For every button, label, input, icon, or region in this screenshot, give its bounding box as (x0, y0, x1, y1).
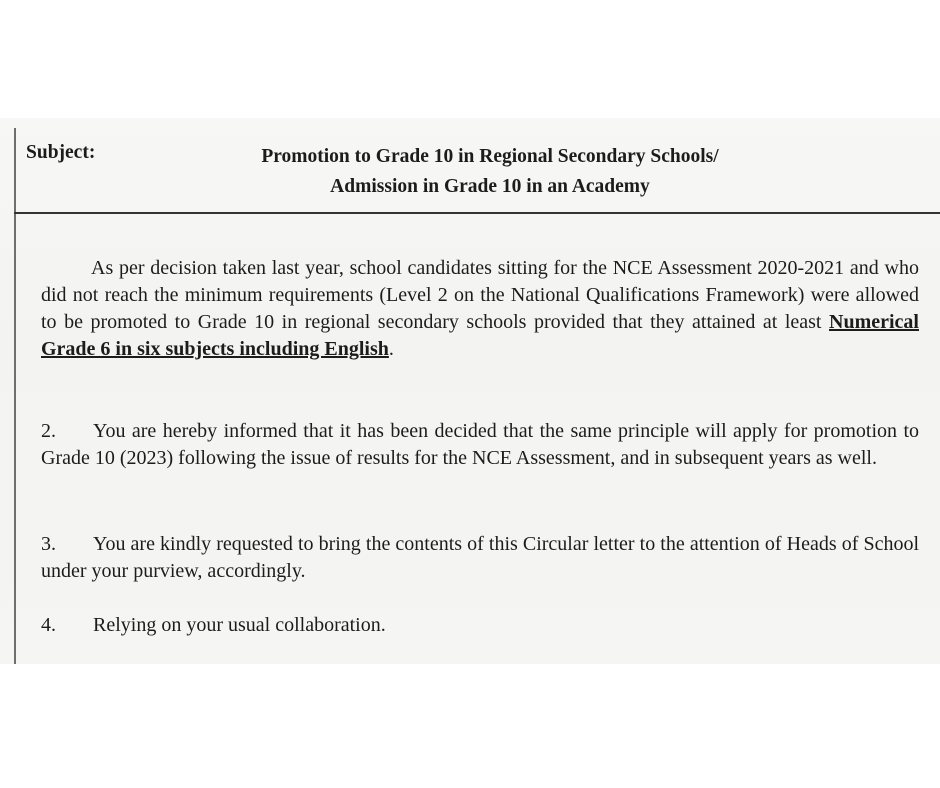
paragraph-4-number: 4. (41, 614, 56, 636)
paragraph-2-number: 2. (41, 420, 56, 442)
subject-title-line-2: Admission in Grade 10 in an Academy (330, 176, 650, 197)
paragraph-3-text: You are kindly requested to bring the contents of this Circular letter to the attention of Heads of School under your purview, accordingly. (41, 533, 919, 582)
subject-title-line-1: Promotion to Grade 10 in Regional Secondary Schools/ (261, 146, 719, 167)
subject-label: Subject: (26, 142, 96, 163)
paragraph-3 (41, 531, 919, 585)
paragraph-2 (41, 418, 919, 472)
left-margin-line (14, 128, 16, 664)
subject-divider (14, 212, 940, 214)
paragraph-4-text: Relying on your usual collaboration. (93, 614, 386, 636)
paragraph-1-emphasis: Numerical Grade 6 in six subjects including English (41, 311, 919, 360)
paragraph-1-end: . (388, 338, 394, 360)
paragraph-2-text: You are hereby informed that it has been decided that the same principle will apply for promotion to Grade 10 (2023) following the issue of results for the NCE Assessment, and in subsequent years as well. (41, 420, 919, 469)
paragraph-1 (41, 255, 919, 363)
subject-title (200, 142, 780, 202)
paragraph-1-text: As per decision taken last year, school candidates sitting for the NCE Assessment 2020-2021 and who did not reach the minimum requirements (Level 2 on the National Qualifications Framework) were allowed to be promoted to Grade 10 in regional secondary schools provided that they attained at least (41, 257, 919, 333)
paragraph-4 (41, 612, 919, 639)
paragraph-3-number: 3. (41, 533, 56, 555)
